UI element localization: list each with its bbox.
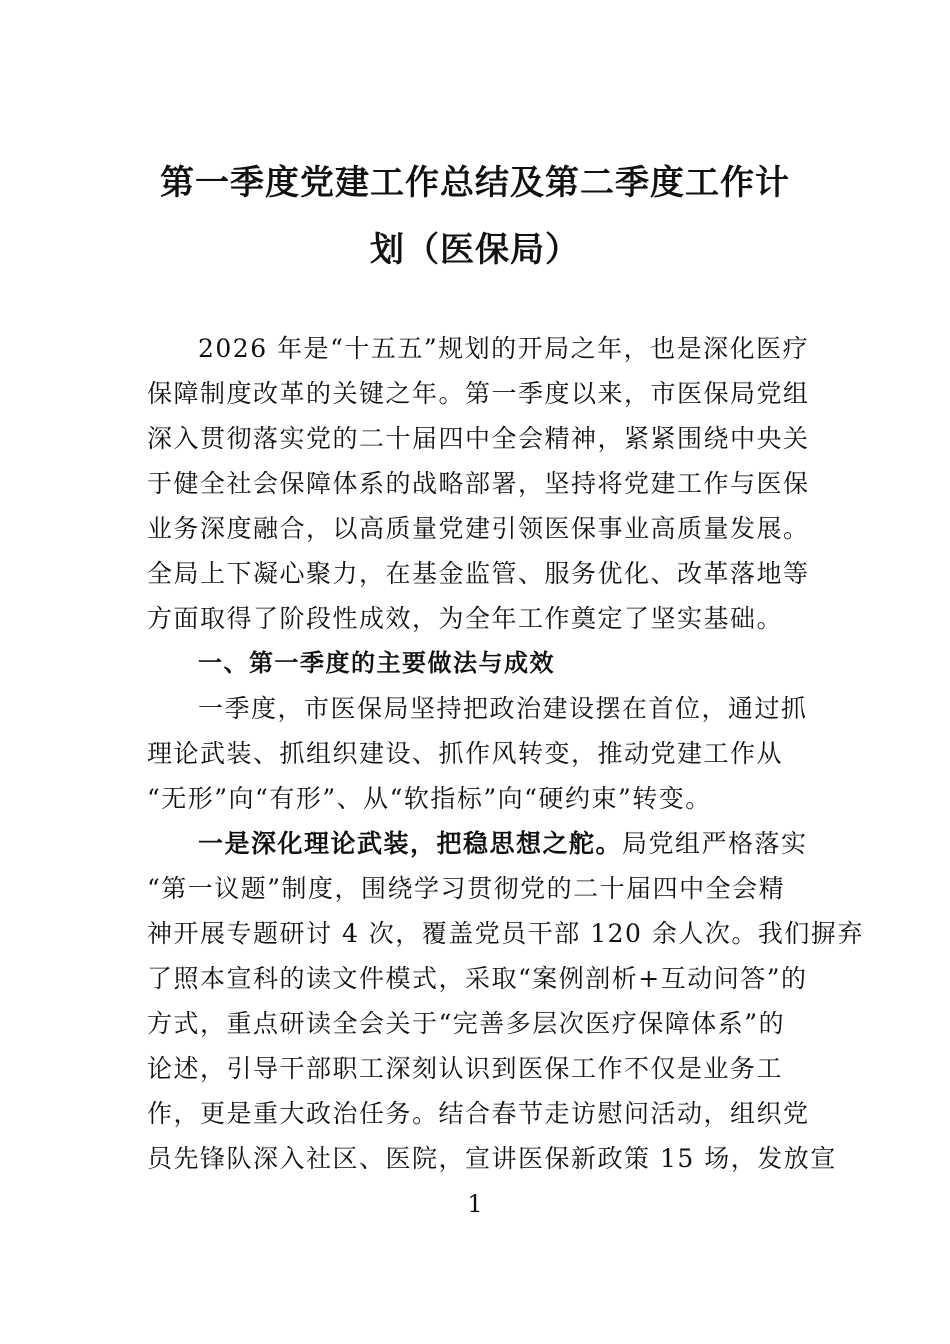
point-line-first xyxy=(198,831,878,856)
intro-line: 2026 年是“十五五”规划的开局之年，也是深化医疗 xyxy=(198,334,810,363)
intro-line: 保障制度改革的关键之年。第一季度以来，市医保局党组 xyxy=(147,379,810,408)
point-lead: 一是深化理论武装，把稳思想之舵。 xyxy=(198,829,623,858)
intro-line: 方面取得了阶段性成效，为全年工作奠定了坚实基础。 xyxy=(147,604,784,633)
intro-line: 于健全社会保障体系的战略部署，坚持将党建工作与医保 xyxy=(147,469,810,498)
point-first-rest: 局党组严格落实 xyxy=(622,829,808,858)
section-line: 一季度，市医保局坚持把政治建设摆在首位，通过抓 xyxy=(198,694,808,723)
intro-line: 业务深度融合，以高质量党建引领医保事业高质量发展。 xyxy=(147,514,810,543)
intro-line: 全局上下凝心聚力，在基金监管、服务优化、改革落地等 xyxy=(147,559,810,588)
page-number: 1 xyxy=(467,1190,483,1218)
section-heading: 一、第一季度的主要做法与成效 xyxy=(198,649,555,677)
point-line: “第一议题”制度，围绕学习贯彻党的二十届四中全会精 xyxy=(147,874,786,903)
section-line: “无形”向“有形”、从“软指标”向“硬约束”转变。 xyxy=(147,784,712,813)
document-title-line-2: 划（医保局） xyxy=(370,230,580,270)
point-line: 员先锋队深入社区、医院，宣讲医保新政策 15 场，发放宣 xyxy=(147,1144,837,1173)
document-title-line-1: 第一季度党建工作总结及第二季度工作计 xyxy=(160,163,790,203)
point-line: 了照本宣科的读文件模式，采取“案例剖析+互动问答”的 xyxy=(147,964,808,993)
point-line: 方式，重点研读全会关于“完善多层次医疗保障体系”的 xyxy=(147,1009,786,1038)
point-line: 神开展专题研讨 4 次，覆盖党员干部 120 余人次。我们摒弃 xyxy=(147,919,864,948)
section-line: 理论武装、抓组织建设、抓作风转变，推动党建工作从 xyxy=(147,739,784,768)
point-line: 作，更是重大政治任务。结合春节走访慰问活动，组织党 xyxy=(147,1099,810,1128)
point-line: 论述，引导干部职工深刻认识到医保工作不仅是业务工 xyxy=(147,1054,784,1083)
intro-line: 深入贯彻落实党的二十届四中全会精神，紧紧围绕中央关 xyxy=(147,424,810,453)
